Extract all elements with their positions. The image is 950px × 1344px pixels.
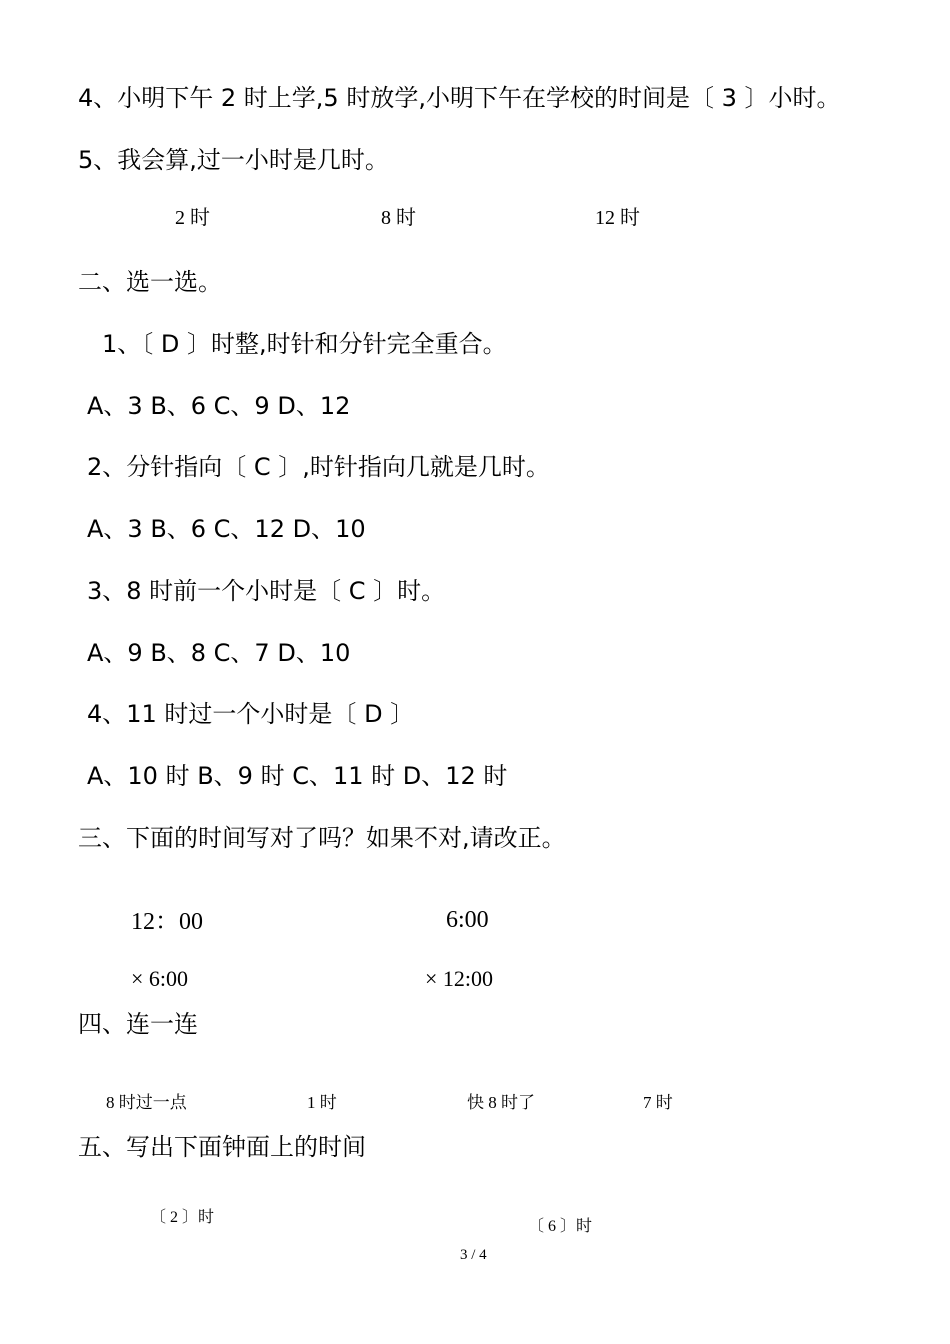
section-3-heading: 三、下面的时间写对了吗？如果不对,请改正。 bbox=[78, 824, 566, 852]
choice-options-2: A、3 B、6 C、12 D、10 bbox=[87, 515, 366, 543]
match-item-3: 快 8 时了 bbox=[467, 1093, 535, 1112]
choice-question-4: 4、11 时过一个小时是〔 D 〕 bbox=[87, 700, 415, 728]
correction-right: × 12:00 bbox=[425, 966, 494, 991]
clock-time-left: 12：00 bbox=[131, 909, 203, 935]
choice-question-2: 2、分针指向〔 C 〕,时针指向几就是几时。 bbox=[87, 453, 550, 481]
choice-options-4: A、10 时 B、9 时 C、11 时 D、12 时 bbox=[87, 762, 508, 790]
section-4-heading: 四、连一连 bbox=[78, 1010, 198, 1038]
match-item-4: 7 时 bbox=[643, 1093, 673, 1112]
choice-question-3: 3、8 时前一个小时是〔 C 〕时。 bbox=[87, 577, 446, 605]
question-5-text: 5、我会算,过一小时是几时。 bbox=[78, 146, 389, 174]
correction-left: × 6:00 bbox=[131, 966, 189, 991]
match-item-1: 8 时过一点 bbox=[106, 1093, 187, 1112]
section-2-heading: 二、选一选。 bbox=[78, 268, 222, 296]
q5-item-3: 12 时 bbox=[595, 207, 640, 229]
match-item-2: 1 时 bbox=[307, 1093, 337, 1112]
section-5-heading: 五、写出下面钟面上的时间 bbox=[78, 1133, 366, 1161]
question-4-text: 4、小明下午 2 时上学,5 时放学,小明下午在学校的时间是〔 3 〕小时。 bbox=[78, 84, 841, 112]
choice-question-1: 1、〔 D 〕时整,时针和分针完全重合。 bbox=[102, 330, 507, 358]
clock-answer-2: 〔 6 〕时 bbox=[528, 1218, 593, 1235]
clock-answer-1: 〔 2 〕时 bbox=[150, 1209, 215, 1226]
q5-item-2: 8 时 bbox=[381, 207, 416, 229]
q5-item-1: 2 时 bbox=[175, 207, 210, 229]
clock-time-right: 6:00 bbox=[446, 907, 489, 933]
choice-options-3: A、9 B、8 C、7 D、10 bbox=[87, 639, 351, 667]
choice-options-1: A、3 B、6 C、9 D、12 bbox=[87, 392, 351, 420]
page-number: 3 / 4 bbox=[460, 1247, 487, 1263]
